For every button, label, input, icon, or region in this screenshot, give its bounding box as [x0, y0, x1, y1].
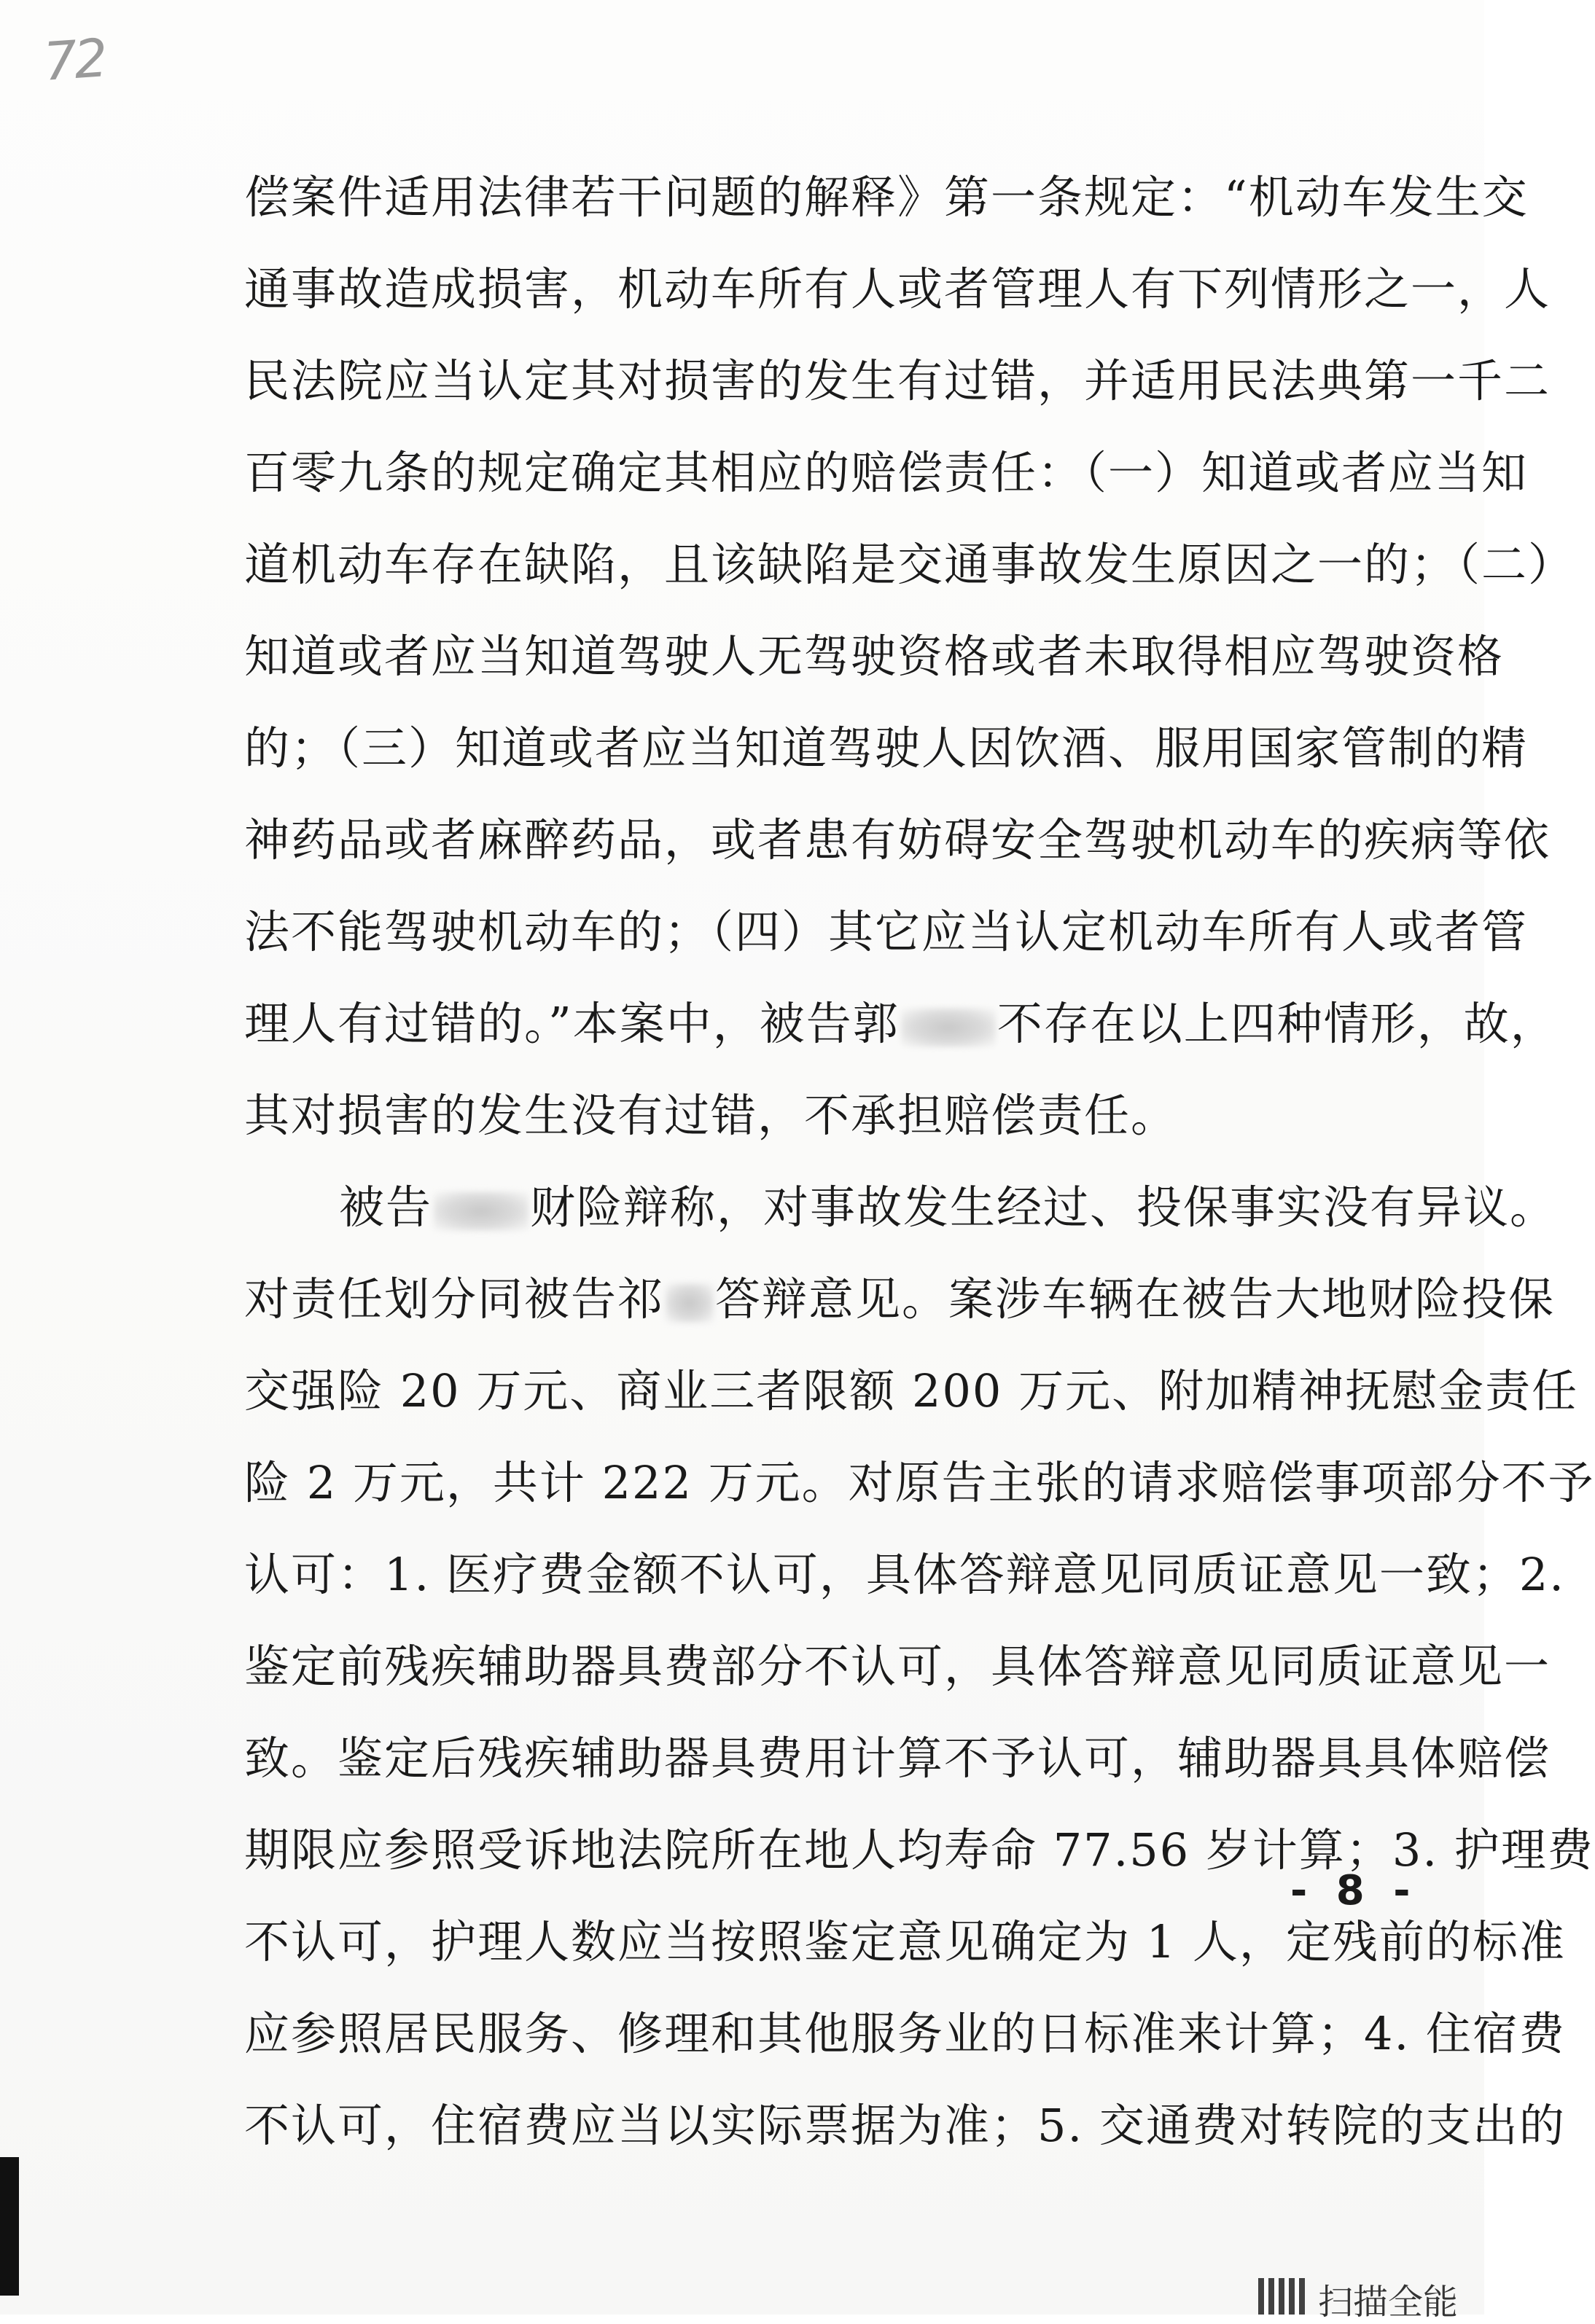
- text-line: 民法院应当认定其对损害的发生有过错，并适用民法典第一千二: [244, 354, 1551, 407]
- text-line: 致。鉴定后残疾辅助器具费用计算不予认可，辅助器具具体赔偿: [244, 1732, 1551, 1785]
- redacted-name: [434, 1192, 529, 1231]
- text-segment: 对责任划分同被告祁: [244, 1272, 665, 1326]
- text-segment: 财险辩称，对事故发生经过、投保事实没有异议。: [530, 1181, 1557, 1234]
- text-segment: 理人有过错的。”本案中，被告郭: [244, 997, 900, 1050]
- text-line: 偿案件适用法律若干问题的解释》第一条规定：“机动车发生交: [244, 171, 1529, 224]
- qr-code-icon: [1258, 2278, 1305, 2315]
- text-line: 应参照居民服务、修理和其他服务业的日标准来计算；4. 住宿费: [244, 2007, 1566, 2060]
- text-segment: 被告: [339, 1181, 433, 1234]
- text-line: 的；（三）知道或者应当知道驾驶人因饮酒、服用国家管制的精: [244, 721, 1529, 775]
- redacted-name: [901, 1008, 996, 1047]
- text-line: 不认可，住宿费应当以实际票据为准；5. 交通费对转院的支出的: [244, 2099, 1566, 2152]
- text-line: 道机动车存在缺陷，且该缺陷是交通事故发生原因之一的；（二）: [244, 538, 1575, 591]
- text-line: 险 2 万元，共计 222 万元。对原告主张的请求赔偿事项部分不予: [244, 1456, 1595, 1509]
- handwritten-page-mark: 72: [42, 27, 107, 93]
- scanner-watermark: 扫描全能: [1318, 2282, 1459, 2323]
- text-segment: 不存在以上四种情形，故，: [997, 997, 1557, 1050]
- text-line: 百零九条的规定确定其相应的赔偿责任：（一）知道或者应当知: [244, 446, 1529, 499]
- text-line: [244, 978, 1557, 1070]
- text-segment: 答辩意见。案涉车辆在被告大地财险投保: [715, 1272, 1556, 1326]
- text-line: 交强险 20 万元、商业三者限额 200 万元、附加精神抚慰金责任: [244, 1364, 1579, 1417]
- text-line: 认可：1. 医疗费金额不认可，具体答辩意见同质证意见一致；2.: [244, 1548, 1566, 1601]
- text-line: 鉴定前残疾辅助器具费部分不认可，具体答辩意见同质证意见一: [244, 1640, 1551, 1693]
- text-line: 期限应参照受诉地法院所在地人均寿命 77.56 岁计算；3. 护理费: [244, 1823, 1594, 1877]
- text-line: [244, 1162, 1557, 1253]
- text-line: 法不能驾驶机动车的；（四）其它应当认定机动车所有人或者管: [244, 905, 1529, 958]
- text-line: 知道或者应当知道驾驶人无驾驶资格或者未取得相应驾驶资格: [244, 630, 1505, 683]
- text-line: 通事故造成损害，机动车所有人或者管理人有下列情形之一，人: [244, 262, 1551, 316]
- text-line: 神药品或者麻醉药品，或者患有妨碍安全驾驶机动车的疾病等依: [244, 813, 1551, 866]
- scan-edge-mark: [0, 2157, 19, 2296]
- page-number: - 8 -: [1290, 1867, 1418, 1914]
- text-line: 其对损害的发生没有过错，不承担赔偿责任。: [244, 1089, 1178, 1142]
- text-line: 不认可，护理人数应当按照鉴定意见确定为 1 人，定残前的标准: [244, 1915, 1566, 1968]
- body-text: [244, 152, 1595, 2172]
- text-line: [244, 1253, 1556, 1345]
- redacted-name: [666, 1283, 714, 1323]
